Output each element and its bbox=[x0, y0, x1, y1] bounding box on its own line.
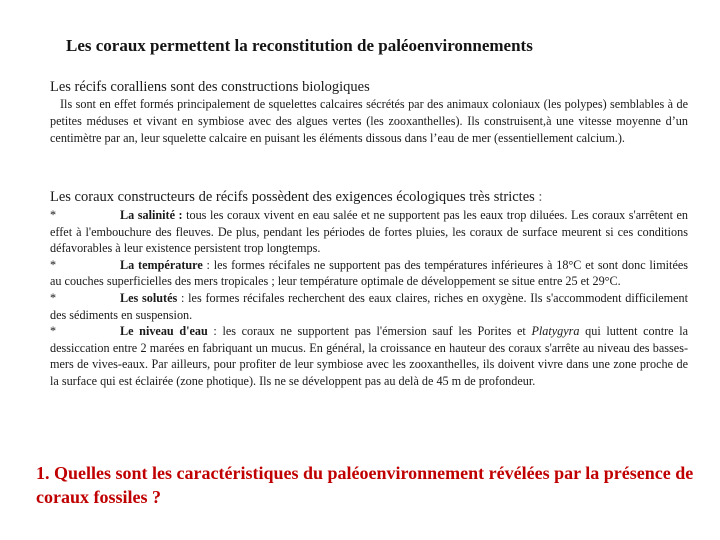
paragraph-text: Ils sont en effet formés principalement de squelettes calcaires sécrétés par des animaux coloniaux (les polypes) semblables à de petites méduses et vivant en symbiose avec des algues vertes (les zooxanthelles). Ils construisent,à une vitesse moyenne d’un centimètre par an, leur squelette calcaire en puisant les éléments dissous dans l’eau de mer (essentiellement calcium.). bbox=[50, 97, 688, 145]
heading-text: Les coraux constructeurs de récifs possèdent des exigences écologiques très strictes bbox=[50, 189, 535, 205]
criterion-label: Le niveau d'eau bbox=[120, 324, 208, 339]
criterion-text: tous les coraux vivent en eau salée et ne supportent pas les eaux trop diluées. Les coraux s'arrêtent en effet à l'embouchure des fleuves. De plus, pendant les périodes de fortes pluies, les coraux de surface meurent si ces conditions défavorables à leur existence persistent trop longtemps. bbox=[50, 208, 688, 256]
question-1: 1. Quelles sont les caractéristiques du paléoenvironnement révélées par la présence de coraux fossiles ? bbox=[36, 463, 694, 507]
criterion-label: La salinité : bbox=[120, 208, 183, 222]
criterion-text: : les formes récifales ne supportent pas des températures inférieures à 18°C et sont donc limitées au couches superficielles des mers tropicales ; leur température optimale de développement se situe entre 25 et 29°C. bbox=[50, 257, 689, 289]
criteria-list bbox=[50, 207, 688, 390]
criterion-niveau-eau bbox=[50, 323, 688, 389]
heading-colon: : bbox=[538, 189, 543, 205]
criterion-temperature bbox=[50, 257, 688, 290]
bullet: * bbox=[50, 324, 57, 339]
bullet: * bbox=[50, 208, 57, 222]
criterion-text-continued: qui luttent contre la dessiccation entre 2 marées en fabriquant un mucus. En général, la croissance en hauteur des coraux s'arrête au niveau des basses-mers de vives-eaux. Par ailleurs, pour profiter de leur symbiose avec les zooxanthelles, ils doivent vivre dans une zone proche de la surface qui est éclairée (zone photique). Ils ne se développent pas au delà de 45 m de profondeur. bbox=[50, 324, 688, 388]
bullet: * bbox=[50, 290, 57, 305]
slide-title: Les coraux permettent la reconstitution de paléoenvironnements bbox=[66, 36, 533, 55]
criterion-text: : les coraux ne supportent pas l'émersion sauf les Porites et bbox=[207, 324, 532, 339]
section-paragraph-recifs bbox=[50, 96, 688, 147]
section-heading-exigences bbox=[50, 189, 700, 206]
criterion-solutes bbox=[50, 290, 688, 323]
criterion-salinite bbox=[50, 207, 688, 257]
bullet: * bbox=[50, 257, 57, 272]
criterion-text: : les formes récifales recherchent des eaux claires, riches en oxygène. Ils s'accommodent difficilement des sédiments en suspension. bbox=[50, 290, 688, 322]
section-heading-recifs: Les récifs coralliens sont des constructions biologiques bbox=[50, 79, 370, 95]
criterion-label: La température bbox=[120, 257, 203, 272]
species-name: Platygyra bbox=[531, 324, 580, 339]
criterion-label: Les solutés bbox=[120, 290, 178, 305]
